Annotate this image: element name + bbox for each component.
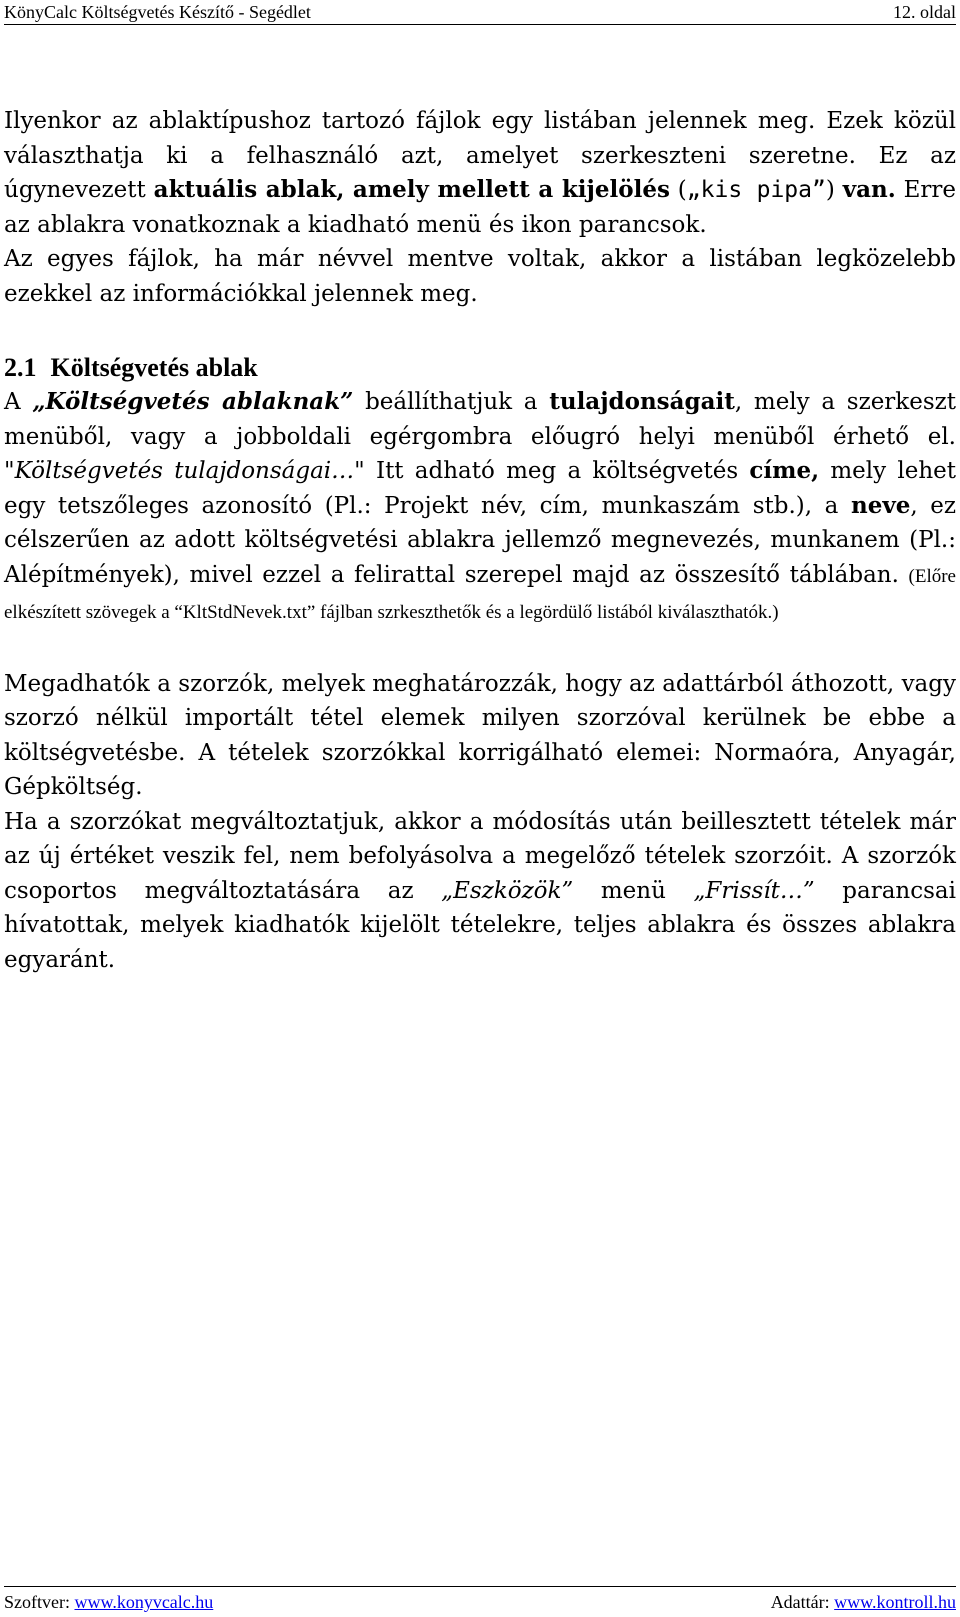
section-heading: [4, 351, 956, 385]
section-number: 2.1: [4, 353, 37, 382]
text-run: mely lehet egy tetszőleges azonosító (Pl.: Projekt név, cím, munkaszám stb.), a: [4, 458, 956, 519]
text-run: ): [825, 177, 843, 203]
page-header: [4, 0, 956, 25]
italic-run: "Költségvetés tulajdonságai…": [4, 458, 365, 484]
footer-database-label: Adattár:: [770, 1592, 835, 1612]
page-footer: [4, 1586, 956, 1617]
text-run: menü: [573, 877, 694, 904]
text-run: Itt adható meg a költségvetés: [364, 458, 750, 484]
database-link[interactable]: www.kontroll.hu: [834, 1592, 956, 1612]
text-run: (: [669, 177, 687, 203]
text-run: Ilyenkor az ablaktípushoz tartozó fájlok egy listában jelennek meg. Ezek közül választhatja ki a felhasználó azt, amelyet szerkeszteni szeretne. Ez az úgynevezett: [4, 108, 956, 203]
text-run: , mely a szerkeszt menüből, vagy a jobboldali egérgombra előugró helyi menüből érhető el.: [4, 389, 957, 450]
italic-run: „Eszközök”: [441, 877, 574, 904]
bold-run: aktuális ablak, amely mellett a kijelölés: [153, 176, 670, 203]
paragraph-properties: [4, 385, 956, 631]
page-content: [4, 104, 956, 977]
text-run: A: [4, 389, 33, 415]
quoted-term: „kis pipa”: [686, 177, 826, 203]
bold-run: címe,: [749, 457, 820, 484]
footer-database: [771, 1587, 956, 1617]
italic-run: „Frissít…”: [693, 877, 815, 904]
paragraph-intro: [4, 104, 956, 242]
bold-italic-run: „Költségvetés ablaknak”: [32, 388, 354, 415]
footer-software-label: Szoftver:: [4, 1592, 75, 1612]
text-run: Erre az ablakra vonatkoznak a kiadható menü és ikon parancsok.: [4, 177, 956, 238]
section-title: Költségvetés ablak: [50, 353, 258, 382]
page-number: 12. oldal: [893, 2, 956, 22]
bold-run: van.: [842, 176, 896, 203]
footer-software: [4, 1587, 213, 1617]
text-run: , ez célszerűen az adott költségvetési ablakra jellemző megnevezés, munkanem (Pl.: Alépítmények), mivel ezzel a felirattal szerepel majd az összesítő táblában.: [4, 492, 957, 588]
text-run: beállíthatjuk a: [353, 389, 550, 415]
document-title: KönyCalc Költségvetés Készítő - Segédlet: [4, 2, 311, 22]
spacer: [4, 631, 956, 667]
software-link[interactable]: www.konyvcalc.hu: [74, 1592, 214, 1612]
paragraph-changing-multipliers: [4, 805, 956, 978]
paragraph-file-list: Az egyes fájlok, ha már névvel mentve voltak, akkor a listában legközelebb ezekkel az információkkal jelennek meg.: [4, 246, 956, 307]
paragraph-multipliers: Megadhatók a szorzók, melyek meghatározzák, hogy az adattárból áthozott, vagy szorzó nélkül importált tétel elemek milyen szorzóval kerülnek be ebbe a költségvetésbe. A tételek szorzókkal korrigálható elemei: Normaóra, Anyagár, Gépköltség.: [4, 670, 956, 800]
bold-run: tulajdonságait: [549, 388, 735, 415]
small-note: (Előre elkészített szövegek a “KltStdNevek.txt” fájlban szrkeszthetők és a legördülő listából kiválaszthatók.): [4, 565, 956, 623]
text-run: Ha a szorzókat megváltoztatjuk, akkor a módosítás után beillesztett tételek már az új értéket veszik fel, nem befolyásolva a megelőző tételek szorzóit. A szorzók csoportos megváltoztatására az: [4, 808, 956, 904]
text-run: parancsai hívatottak, melyek kiadhatók kijelölt tételekre, teljes ablakra és összes ablakra egyaránt.: [4, 877, 956, 973]
bold-run: neve: [851, 491, 911, 519]
